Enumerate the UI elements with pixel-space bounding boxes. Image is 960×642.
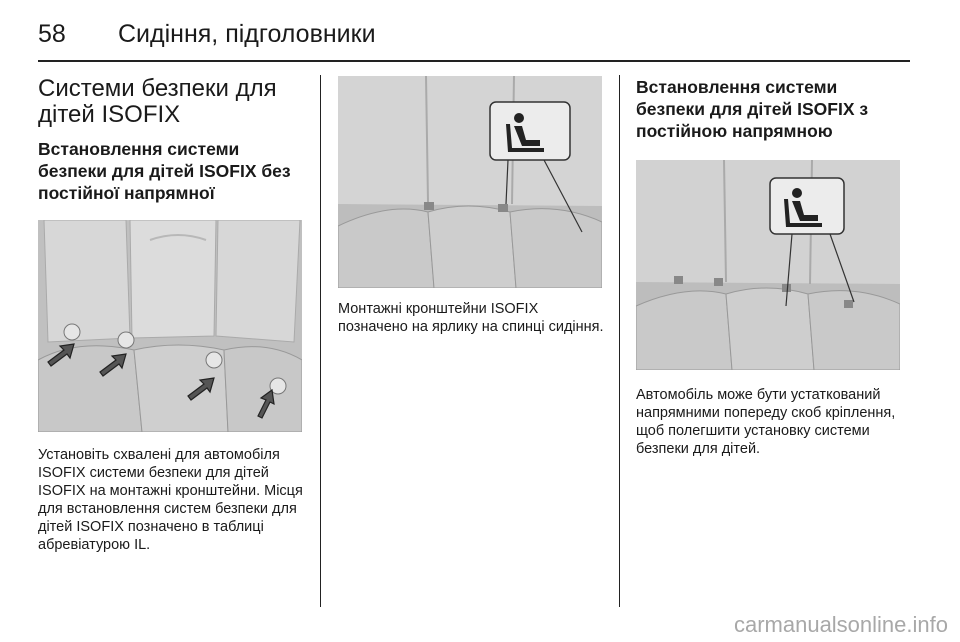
subsection-title-with-guide: Встановлення системи безпеки для дітей ISOFIX з постійною напрямною (636, 77, 869, 141)
page-header (38, 14, 908, 54)
page-title: Системи безпеки для дітей ISOFIX (38, 75, 277, 128)
page-number: 58 (38, 20, 66, 48)
rear-seat-brackets-image (38, 220, 302, 432)
header-rule (38, 60, 910, 62)
column-divider-right (619, 75, 620, 607)
section-title: Сидіння, підголовники (118, 20, 376, 48)
column-2 (338, 76, 604, 336)
isofix-guide-image (636, 160, 900, 370)
subsection-title-without-guide: Встановлення системи безпеки для дітей ISOFIX без постійної напрямної (38, 139, 291, 203)
watermark-text: carmanualsonline.info (733, 612, 948, 637)
column-3 (636, 76, 904, 458)
column-1 (38, 76, 306, 554)
col2-body-text: Монтажні кронштейни ISOFIX позначено на ярлику на спинці сидіння. (338, 301, 604, 335)
col1-body-text: Установіть схвалені для автомобіля ISOFIX системи безпеки для дітей ISOFIX на монтажні кронштейни. Місця для встановлення систем безпеки для дітей ISOFIX позначено в таблиці абревіатурою IL. (38, 447, 303, 553)
col3-body-text: Автомобіль може бути устаткований напрямними попереду скоб кріплення, щоб полегшити установку системи безпеки для дітей. (636, 387, 896, 457)
isofix-label-image (338, 76, 602, 288)
column-divider-left (320, 75, 321, 607)
